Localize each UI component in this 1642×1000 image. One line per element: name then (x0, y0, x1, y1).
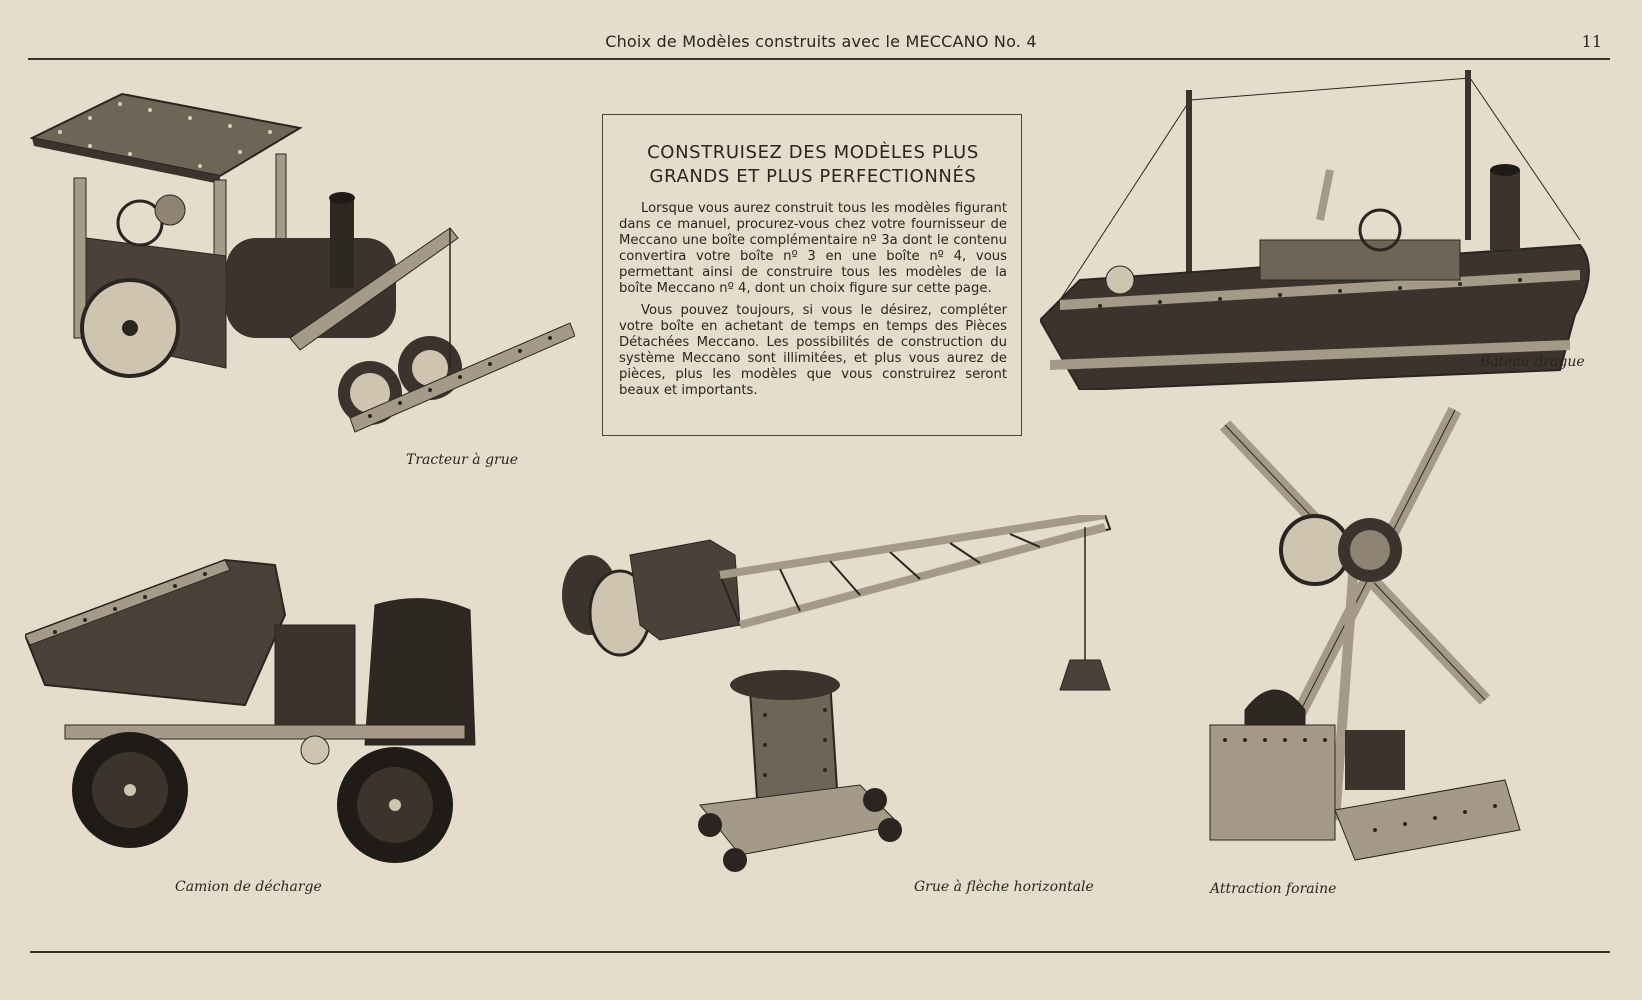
header-rule (28, 58, 1610, 60)
caption-dump-truck: Camion de décharge (175, 879, 322, 895)
info-box-heading-line1: CONSTRUISEZ DES MODÈLES PLUS (647, 142, 979, 163)
caption-fairground-ride: Attraction foraine (1210, 881, 1337, 897)
dump-truck-illustration (25, 555, 505, 875)
horizontal-jib-crane-illustration (560, 515, 1140, 895)
info-box-heading (619, 141, 1007, 189)
footer-rule (30, 951, 1610, 953)
crane-tractor-illustration (30, 88, 575, 463)
info-box (602, 114, 1022, 436)
caption-crane-tractor: Tracteur à grue (406, 452, 519, 468)
info-box-paragraph-1: Lorsque vous aurez construit tous les modèles figurant dans ce manuel, procurez-vous chez votre fournisseur de Meccano une boîte complémentaire nº 3a dont le contenu convertira votre boîte nº 3 en une boîte nº 4, vous permettant ainsi de construire tous les modèles de la boîte Meccano nº 4, dont un choix figure sur cette page. (619, 201, 1007, 296)
fairground-ride-illustration (1205, 400, 1545, 880)
page-number: 11 (1581, 32, 1602, 51)
dredger-boat-illustration (1040, 70, 1595, 390)
info-box-heading-line2: GRANDS ET PLUS PERFECTIONNÉS (649, 166, 977, 187)
page-header-title: Choix de Modèles construits avec le MECCANO No. 4 (605, 32, 1037, 51)
caption-horizontal-jib-crane: Grue à flèche horizontale (914, 879, 1094, 895)
caption-dredger-boat: Bateau drague (1480, 354, 1585, 370)
info-box-paragraph-2: Vous pouvez toujours, si vous le désirez, compléter votre boîte en achetant de temps en temps des Pièces Détachées Meccano. Les possibilités de construction du système Meccano sont illimitées, et plus vous aurez de pièces, plus les modèles que vous construirez seront beaux et importants. (619, 303, 1007, 398)
